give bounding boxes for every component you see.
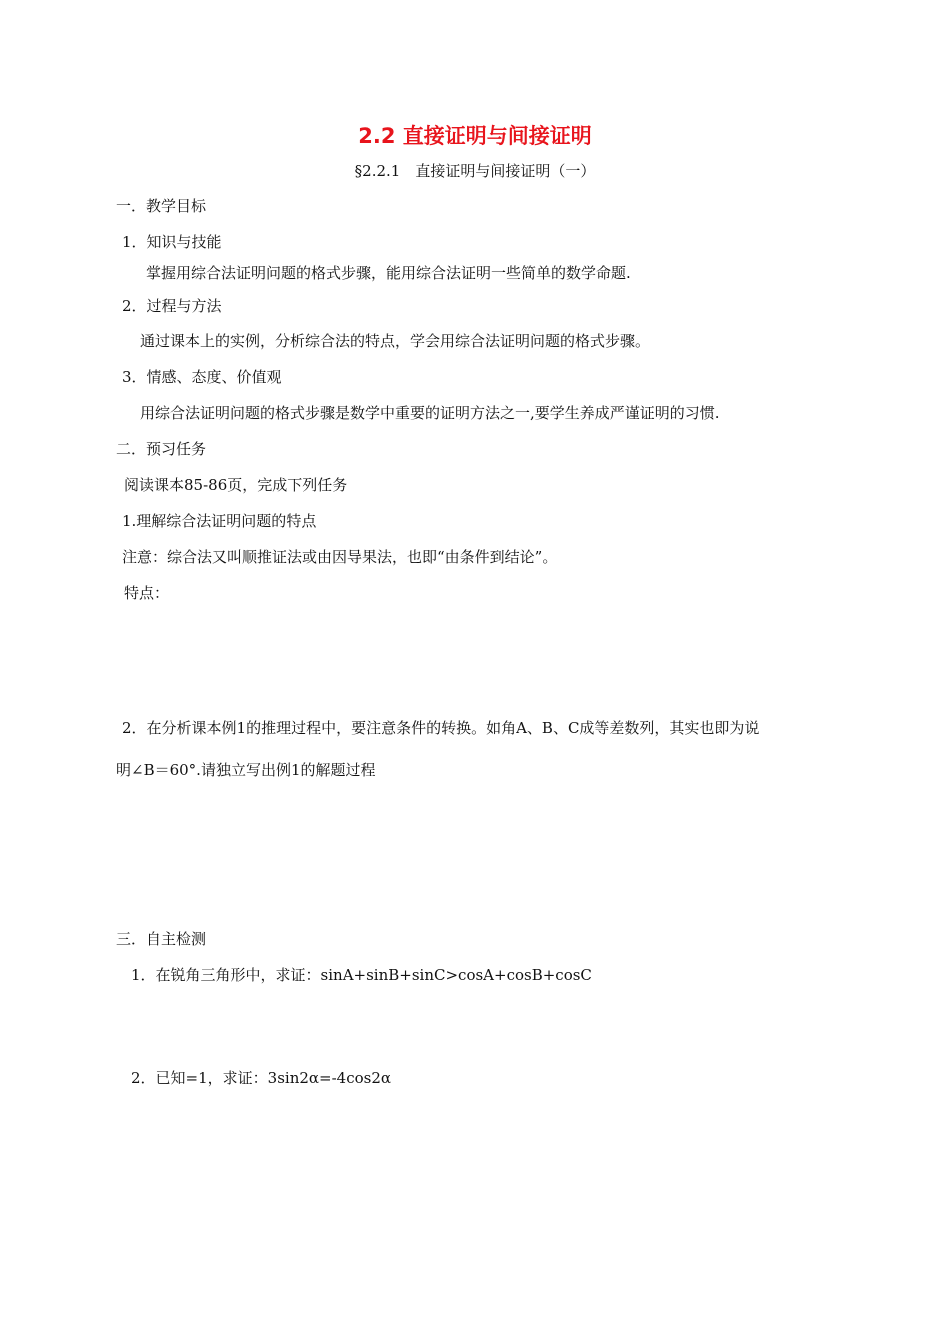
preview-note: 注意：综合法又叫顺推证法或由因导果法，也即“由条件到结论”。 <box>122 548 558 566</box>
objective-1-heading: 1．知识与技能 <box>122 233 222 251</box>
section-2-heading: 二．预习任务 <box>116 440 207 458</box>
objective-3-text: 用综合法证明问题的格式步骤是数学中重要的证明方法之一,要学生养成严谨证明的习惯. <box>140 404 720 422</box>
preview-task-1: 1.理解综合法证明问题的特点 <box>122 512 317 530</box>
page-subtitle: §2.2.1 直接证明与间接证明（一） <box>354 162 596 180</box>
objective-1-text: 掌握用综合法证明问题的格式步骤，能用综合法证明一些简单的数学命题. <box>146 264 631 282</box>
check-question-2: 2．已知=1，求证：3sin2α=-4cos2α <box>131 1069 392 1087</box>
preview-task-2-line-2: 明∠B＝60°.请独立写出例1的解题过程 <box>116 761 376 779</box>
page-title: 2.2 直接证明与间接证明 <box>358 124 592 148</box>
section-1-heading: 一．教学目标 <box>116 197 207 215</box>
preview-intro: 阅读课本85-86页，完成下列任务 <box>124 476 348 494</box>
objective-3-heading: 3．情感、态度、价值观 <box>122 368 282 386</box>
objective-2-heading: 2．过程与方法 <box>122 297 222 315</box>
preview-task-2-line-1: 2．在分析课本例1的推理过程中，要注意条件的转换。如角A、B、C成等差数列，其实也即为说 <box>122 719 760 737</box>
features-label: 特点： <box>124 584 170 602</box>
check-question-1: 1．在锐角三角形中，求证：sinA+sinB+sinC>cosA+cosB+cosC <box>131 966 592 984</box>
objective-2-text: 通过课本上的实例，分析综合法的特点，学会用综合法证明问题的格式步骤。 <box>140 332 651 350</box>
section-3-heading: 三．自主检测 <box>116 930 207 948</box>
